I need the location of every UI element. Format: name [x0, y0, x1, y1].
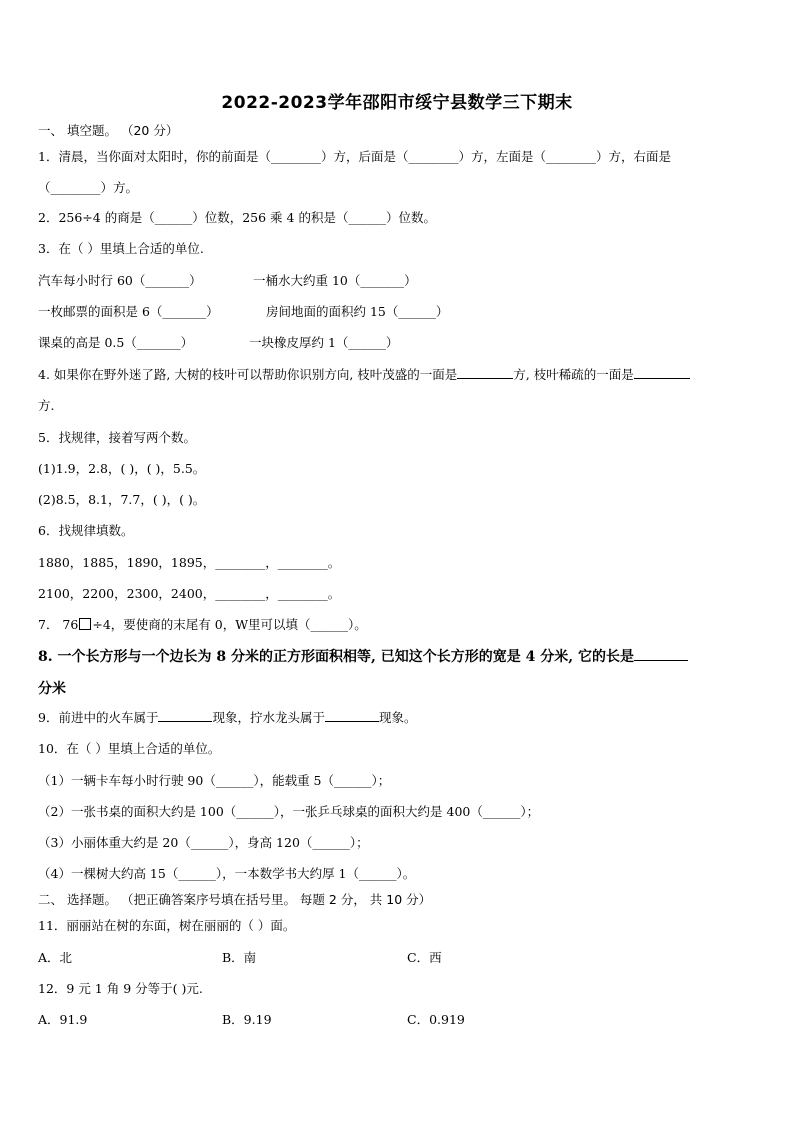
question-10-item-1: （1）一辆卡车每小时行驶 90（______），能载重 5（______）；: [38, 773, 391, 788]
question-5-item-2: (2)8.5，8.1，7.7，( )，( )。: [38, 492, 206, 507]
section-1-heading: 一、 填空题。 （20 分）: [38, 123, 179, 138]
question-4-line-1: [38, 365, 690, 383]
question-4-line-2: 方.: [38, 398, 55, 413]
question-7: [38, 615, 367, 633]
question-6-item-1: 1880，1885，1890，1895，________，________。: [38, 555, 341, 570]
question-9-part-2: 现象，拧水龙头属于: [212, 710, 325, 725]
question-12-option-b: B．9.19: [222, 1012, 272, 1027]
question-5-item-1: (1)1.9，2.8，( )，( )，5.5。: [38, 461, 206, 476]
question-9-part-3: 现象。: [378, 710, 417, 725]
question-9: [38, 708, 417, 726]
question-2: 2．256÷4 的商是（______）位数，256 乘 4 的积是（______）位数。: [38, 210, 436, 225]
question-11-option-a: A．北: [38, 950, 73, 965]
question-8-line-1: [38, 646, 688, 666]
question-10-item-3: （3）小丽体重大约是 20（______），身高 120（______）；: [38, 835, 369, 850]
question-12-option-a: A．91.9: [38, 1012, 88, 1027]
answer-blank: [158, 710, 212, 722]
question-9-part-1: 9．前进中的火车属于: [38, 710, 159, 725]
question-11-option-c: C．西: [407, 950, 442, 965]
section-2-heading: 二、 选择题。 （把正确答案序号填在括号里。 每题 2 分， 共 10 分）: [38, 892, 432, 907]
question-7-part-2: ÷4，要使商的末尾有 0，W里可以填（______）。: [92, 617, 367, 632]
question-3-item-5: 课桌的高是 0.5（_______）: [38, 335, 194, 350]
question-10-item-2: （2）一张书桌的面积大约是 100（______），一张乒乓球桌的面积大约是 400（______）；: [38, 804, 540, 819]
question-6-item-2: 2100，2200，2300，2400，________，________。: [38, 586, 341, 601]
answer-blank: [634, 367, 690, 379]
question-3-item-3: 一枚邮票的面积是 6（_______）: [38, 304, 219, 319]
question-8-line-2: 分米: [38, 681, 66, 697]
question-10-item-4: （4）一棵树大约高 15（______），一本数学书大约厚 1（______）。: [38, 866, 416, 881]
answer-blank: [325, 710, 379, 722]
question-10: 10．在（ ）里填上合适的单位。: [38, 741, 221, 756]
question-8-part-1: 8. 一个长方形与一个边长为 8 分米的正方形面积相等, 已知这个长方形的宽是 4 分米, 它的长是: [38, 649, 634, 665]
question-12: 12．9 元 1 角 9 分等于( )元.: [38, 981, 203, 996]
question-1-line-1: 1．清晨，当你面对太阳时，你的前面是（________）方，后面是（________）方，左面是（________）方，右面是: [38, 149, 671, 164]
page-title: 2022-2023学年邵阳市绥宁县数学三下期末: [221, 93, 573, 113]
question-1-line-2: （________）方。: [38, 180, 139, 195]
answer-blank: [634, 649, 688, 661]
question-3-item-4: 房间地面的面积约 15（______）: [266, 304, 449, 319]
question-12-option-c: C．0.919: [407, 1012, 465, 1027]
question-7-part-1: 7． 76: [38, 617, 79, 632]
question-3: 3．在（ ）里填上合适的单位.: [38, 241, 204, 256]
question-4-part-1: 4. 如果你在野外迷了路, 大树的枝叶可以帮助你识别方向, 枝叶茂盛的一面是: [38, 367, 458, 382]
question-3-item-2: 一桶水大约重 10（_______）: [253, 273, 417, 288]
answer-blank: [457, 367, 513, 379]
question-3-item-6: 一块橡皮厚约 1（______）: [249, 335, 399, 350]
question-11: 11．丽丽站在树的东面，树在丽丽的（ ）面。: [38, 918, 296, 933]
question-6: 6．找规律填数。: [38, 523, 134, 538]
question-3-item-1: 汽车每小时行 60（_______）: [38, 273, 202, 288]
blank-square-icon: [79, 618, 91, 630]
question-4-part-2: 方, 枝叶稀疏的一面是: [513, 367, 634, 382]
question-11-option-b: B．南: [222, 950, 257, 965]
question-5: 5．找规律，接着写两个数。: [38, 430, 196, 445]
